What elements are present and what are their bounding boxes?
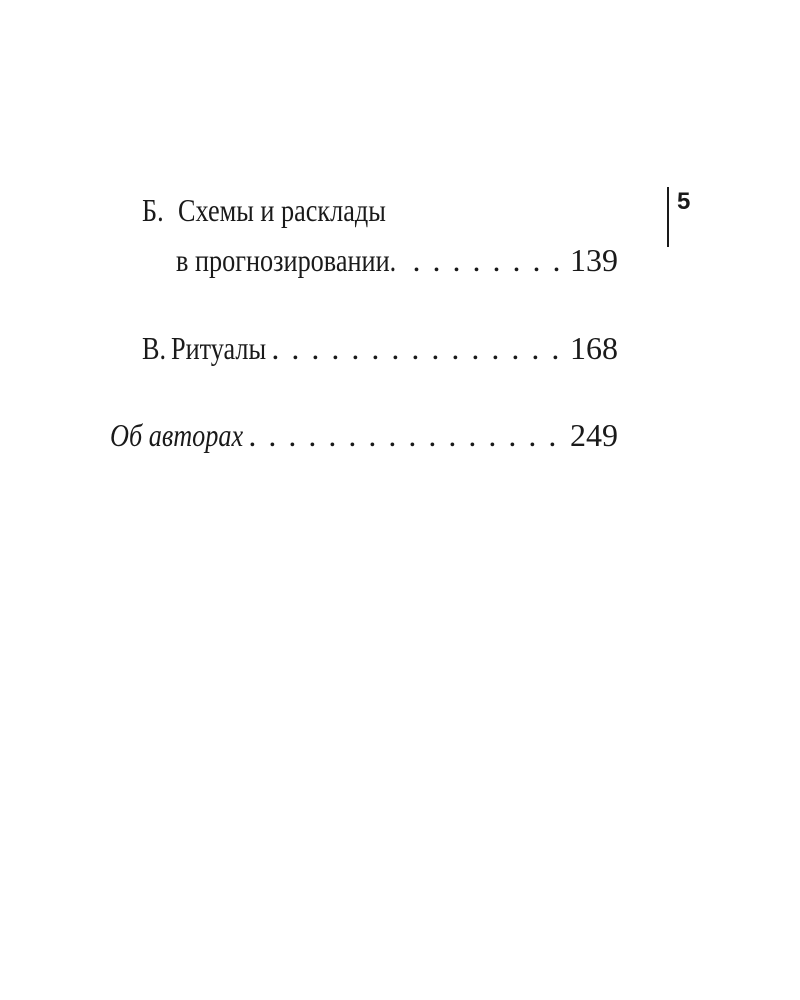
toc-entry-v-title: Ритуалы	[171, 330, 267, 366]
toc-entry-about-line	[110, 415, 618, 455]
toc-entry-about-page: 249	[570, 417, 618, 453]
toc-leader-dots	[271, 328, 564, 368]
page-number-rule	[667, 187, 669, 247]
toc-leader-dots	[248, 415, 564, 455]
toc-entry-b-title: Схемы и расклады	[178, 192, 386, 228]
toc-entry-v-page: 168	[570, 330, 618, 366]
toc-entry-b-page: 139	[570, 242, 618, 278]
toc-entry-b-title-cont: в прогнозировании.	[176, 242, 397, 278]
toc-entry-b-line	[176, 240, 618, 280]
page-number: 5	[677, 188, 691, 215]
toc-entry-v-line	[142, 328, 618, 368]
toc-entry-b-marker: Б.	[142, 192, 164, 228]
toc-entry-v-marker: В.	[142, 330, 167, 366]
toc-leader-dots	[413, 240, 564, 280]
toc-entry-about-title: Об авторах	[110, 417, 244, 453]
toc-entry-b-heading	[142, 190, 432, 230]
